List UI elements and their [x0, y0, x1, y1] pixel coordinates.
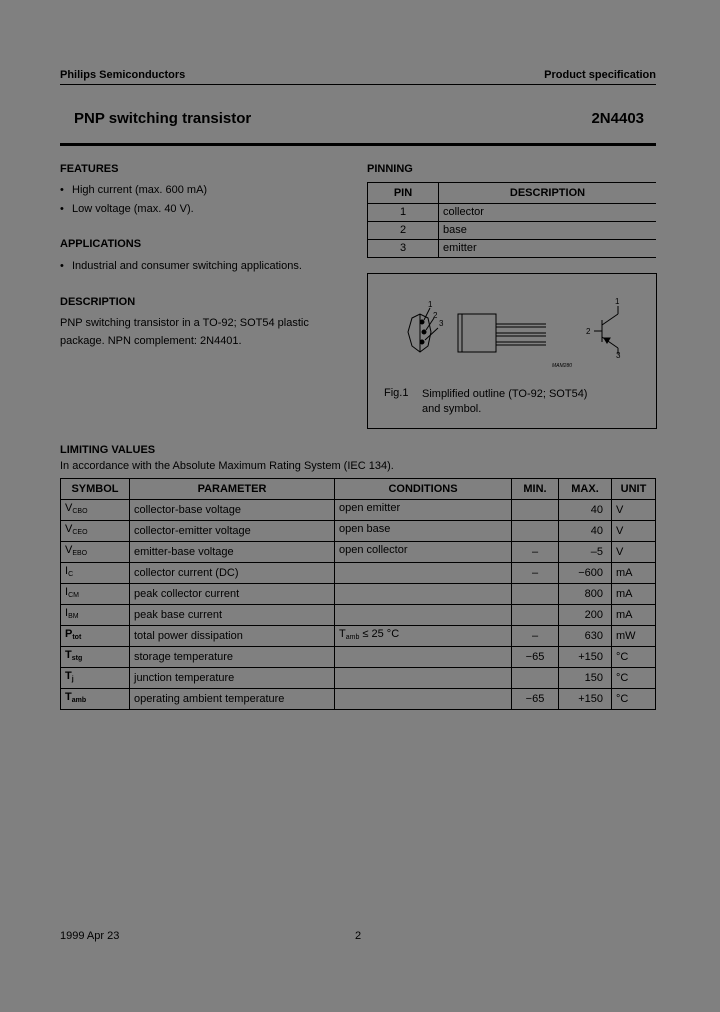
outline-pin-label: 1: [428, 300, 433, 309]
unit-cell: mW: [612, 626, 656, 647]
symbol-letter: P: [65, 628, 73, 640]
symbol-letter: T: [65, 649, 72, 661]
table-row: [61, 563, 656, 584]
limiting-values-subheading: In accordance with the Absolute Maximum Rating System (IEC 134).: [60, 460, 394, 472]
symbol-letter: T: [65, 691, 72, 703]
table-row: [368, 240, 657, 258]
column-header-min: MIN.: [512, 479, 559, 500]
symbol-pin-label: 1: [615, 297, 620, 306]
symbol-letter: V: [65, 544, 73, 556]
column-header-conditions: CONDITIONS: [335, 479, 512, 500]
title-rule: [60, 143, 656, 146]
pin-number: 2: [368, 222, 439, 240]
table-row: [61, 605, 656, 626]
table-row: [61, 689, 656, 710]
limiting-values-heading: LIMITING VALUES: [60, 444, 156, 456]
min-cell: [512, 605, 559, 626]
conditions-cell: [335, 647, 512, 668]
symbol-cell: [61, 584, 130, 605]
unit-cell: °C: [612, 689, 656, 710]
parameter-cell: collector-base voltage: [130, 500, 335, 521]
unit-cell: °C: [612, 647, 656, 668]
parameter-cell: peak base current: [130, 605, 335, 626]
max-cell: 40: [559, 521, 612, 542]
symbol-cell: [61, 668, 130, 689]
max-cell: −600: [559, 563, 612, 584]
symbol-subscript: EBO: [72, 550, 88, 557]
applications-list: [60, 257, 360, 276]
pin-description: collector: [439, 204, 657, 222]
min-cell: [512, 668, 559, 689]
conditions-cell: [335, 584, 512, 605]
column-header-max: MAX.: [559, 479, 612, 500]
column-header-symbol: SYMBOL: [61, 479, 130, 500]
min-cell: –: [512, 563, 559, 584]
condition-text: open collector: [339, 544, 408, 556]
table-row: [61, 584, 656, 605]
condition-text: open base: [339, 523, 391, 535]
limiting-values-table: [60, 478, 656, 710]
symbol-subscript: tot: [72, 634, 82, 641]
table-row: [368, 222, 657, 240]
symbol-subscript: C: [68, 571, 74, 578]
symbol-pin-label: 2: [586, 327, 591, 336]
outline-pin-label: 2: [433, 311, 438, 320]
parameter-cell: collector-emitter voltage: [130, 521, 335, 542]
pinning-table: [367, 182, 656, 258]
limiting-values-body: [61, 500, 656, 710]
figure-caption: Simplified outline (TO-92; SOT54) and symbol.: [422, 388, 588, 415]
symbol-subscript: CBO: [72, 508, 88, 515]
parameter-cell: collector current (DC): [130, 563, 335, 584]
parameter-cell: peak collector current: [130, 584, 335, 605]
max-cell: –5: [559, 542, 612, 563]
symbol-cell: [61, 521, 130, 542]
table-row: [61, 647, 656, 668]
table-row: [61, 668, 656, 689]
figure-code: MAM280: [552, 363, 573, 369]
unit-cell: mA: [612, 563, 656, 584]
table-header-row: [61, 479, 656, 500]
symbol-subscript: j: [71, 676, 74, 683]
unit-cell: V: [612, 521, 656, 542]
package-side-view: [458, 314, 546, 352]
symbol-pin-label: 3: [616, 351, 621, 360]
column-header-pin: PIN: [368, 183, 439, 204]
footer-page-number: 2: [355, 930, 362, 942]
part-number: 2N4403: [591, 110, 644, 127]
symbol-letter: I: [65, 565, 69, 577]
pin-description: base: [439, 222, 657, 240]
symbol-letter: I: [65, 586, 69, 598]
symbol-letter: T: [65, 670, 72, 682]
column-header-unit: UNIT: [612, 479, 656, 500]
conditions-cell: [335, 542, 512, 563]
symbol-letter: I: [65, 607, 69, 619]
pinning-heading: PINNING: [367, 163, 413, 175]
max-cell: 40: [559, 500, 612, 521]
unit-cell: °C: [612, 668, 656, 689]
table-row: [61, 521, 656, 542]
symbol-cell: [61, 689, 130, 710]
symbol-cell: [61, 563, 130, 584]
max-cell: 150: [559, 668, 612, 689]
condition-tail: ≤ 25 °C: [359, 628, 400, 640]
parameter-cell: emitter-base voltage: [130, 542, 335, 563]
symbol-cell: [61, 542, 130, 563]
min-cell: [512, 584, 559, 605]
symbol-subscript: BM: [68, 613, 79, 620]
pnp-transistor-symbol: [594, 306, 618, 354]
list-item: • Low voltage (max. 40 V).: [60, 200, 350, 219]
applications-heading: APPLICATIONS: [60, 238, 142, 250]
min-cell: –: [512, 542, 559, 563]
min-cell: –: [512, 626, 559, 647]
symbol-cell: [61, 647, 130, 668]
symbol-subscript: CEO: [72, 529, 88, 536]
list-item: • Industrial and consumer switching applications.: [60, 257, 360, 276]
conditions-cell: [335, 668, 512, 689]
pin-description: emitter: [439, 240, 657, 258]
unit-cell: mA: [612, 584, 656, 605]
conditions-cell: [335, 605, 512, 626]
symbol-subscript: CM: [68, 592, 79, 599]
pin-number: 3: [368, 240, 439, 258]
header-rule: [60, 84, 656, 85]
unit-cell: mA: [612, 605, 656, 626]
description-text: PNP switching transistor in a TO-92; SOT54 plastic package. NPN complement: 2N4401.: [60, 317, 309, 347]
figure-box: [367, 273, 657, 429]
conditions-cell: [335, 563, 512, 584]
symbol-subscript: amb: [71, 697, 87, 704]
page-title: PNP switching transistor: [74, 110, 252, 127]
features-list: [60, 181, 350, 219]
conditions-cell: [335, 500, 512, 521]
description-heading: DESCRIPTION: [60, 296, 136, 308]
table-row: [61, 542, 656, 563]
parameter-cell: operating ambient temperature: [130, 689, 335, 710]
figure-label: Fig.1: [384, 387, 409, 399]
symbol-cell: [61, 605, 130, 626]
parameter-cell: storage temperature: [130, 647, 335, 668]
condition-text: T: [339, 628, 346, 640]
list-item: • High current (max. 600 mA): [60, 181, 350, 200]
min-cell: −65: [512, 647, 559, 668]
conditions-cell: [335, 689, 512, 710]
unit-cell: V: [612, 542, 656, 563]
table-header-row: [368, 183, 657, 204]
table-row: [61, 500, 656, 521]
footer-date: 1999 Apr 23: [60, 930, 120, 942]
min-cell: [512, 521, 559, 542]
table-row: [368, 204, 657, 222]
max-cell: +150: [559, 647, 612, 668]
outline-pin-label: 3: [439, 319, 444, 328]
parameter-cell: junction temperature: [130, 668, 335, 689]
condition-subscript: amb: [345, 634, 360, 641]
symbol-letter: V: [65, 502, 73, 514]
max-cell: 800: [559, 584, 612, 605]
max-cell: +150: [559, 689, 612, 710]
parameter-cell: total power dissipation: [130, 626, 335, 647]
symbol-subscript: stg: [71, 655, 83, 662]
features-heading: FEATURES: [60, 163, 119, 175]
conditions-cell: [335, 521, 512, 542]
symbol-cell: [61, 500, 130, 521]
condition-text: open emitter: [339, 502, 401, 514]
min-cell: [512, 500, 559, 521]
column-header-description: DESCRIPTION: [439, 183, 657, 204]
document-type: Product specification: [544, 69, 656, 81]
table-row: [61, 626, 656, 647]
company-name: Philips Semiconductors: [60, 69, 186, 81]
max-cell: 630: [559, 626, 612, 647]
max-cell: 200: [559, 605, 612, 626]
symbol-letter: V: [65, 523, 73, 535]
column-header-parameter: PARAMETER: [130, 479, 335, 500]
unit-cell: V: [612, 500, 656, 521]
min-cell: −65: [512, 689, 559, 710]
symbol-cell: [61, 626, 130, 647]
conditions-cell: [335, 626, 512, 647]
pin-number: 1: [368, 204, 439, 222]
